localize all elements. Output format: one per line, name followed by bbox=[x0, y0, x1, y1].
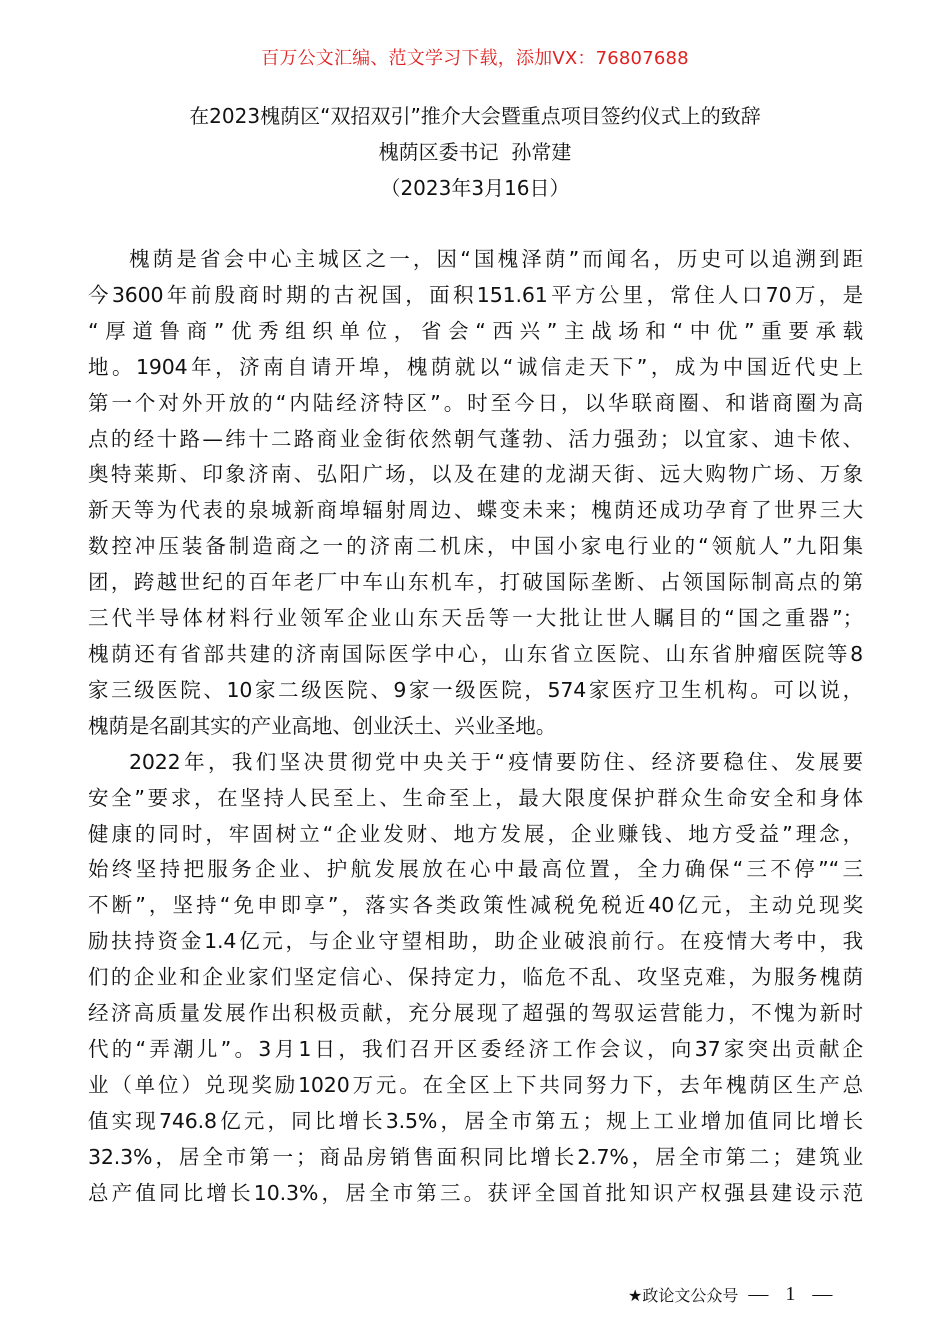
text-line: 槐荫还有省部共建的济南国际医学中心，山东省立医院、山东省肿瘤医院等8 bbox=[88, 641, 863, 666]
footer-source: ★政论文公众号 bbox=[628, 1286, 739, 1305]
text-line: 值实现746.8亿元，同比增长3.5%，居全市第五；规上工业增加值同比增长 bbox=[88, 1108, 863, 1133]
text-line: 总产值同比增长10.3%，居全市第三。获评全国首批知识产权强县建设示范 bbox=[88, 1180, 863, 1205]
text-line: 槐荫是省会中心主城区之一，因“国槐泽荫”而闻名，历史可以追溯到距 bbox=[129, 247, 863, 271]
text-line: 三代半导体材料行业领军企业山东天岳等一大批让世人瞩目的“国之重器”； bbox=[88, 606, 863, 631]
text-line: 健康的同时，牢固树立“企业发财、地方发展，企业赚钱、地方受益”理念， bbox=[88, 821, 863, 846]
text-line: 奥特莱斯、印象济南、弘阳广场，以及在建的龙湖天街、远大购物广场、万象 bbox=[88, 462, 863, 487]
text-line: 不断”，坚持“免申即享”，落实各类政策性减税免税近40亿元，主动兑现奖 bbox=[88, 893, 863, 918]
text-line: 励扶持资金1.4亿元，与企业守望相助，助企业破浪前行。在疫情大考中，我 bbox=[88, 929, 863, 954]
text-line: 家三级医院、10家二级医院、9家一级医院，574家医疗卫生机构。可以说， bbox=[88, 677, 863, 702]
page-number: — 1 — bbox=[748, 1283, 839, 1305]
text-line: 新天等为代表的泉城新商埠辐射周边、蝶变未来；槐荫还成功孕育了世界三大 bbox=[88, 498, 863, 523]
document-body bbox=[88, 242, 863, 1211]
text-line: 安全”要求，在坚持人民至上、生命至上，最大限度保护群众生命安全和身体 bbox=[88, 785, 863, 810]
document-header bbox=[0, 98, 950, 206]
text-line: 32.3%，居全市第一；商品房销售面积同比增长2.7%，居全市第二；建筑业 bbox=[88, 1144, 863, 1169]
page-footer bbox=[628, 1283, 838, 1306]
text-line: 始终坚持把服务企业、护航发展放在心中最高位置，全力确保“三不停”“三 bbox=[88, 857, 863, 882]
watermark-banner: 百万公文汇编、范文学习下载，添加VX：76807688 bbox=[261, 48, 689, 69]
text-line: 第一个对外开放的“内陆经济特区”。时至今日，以华联商圈、和谐商圈为高 bbox=[88, 390, 863, 415]
text-line: 们的企业和企业家们坚定信心、保持定力，临危不乱、攻坚克难，为服务槐荫 bbox=[88, 965, 863, 990]
text-line: “厚道鲁商”优秀组织单位，省会“西兴”主战场和“中优”重要承载 bbox=[88, 318, 863, 343]
document-title: 在2023槐荫区“双招双引”推介大会暨重点项目签约仪式上的致辞 bbox=[189, 104, 761, 128]
text-line: 数控冲压装备制造商之一的济南二机床，中国小家电行业的“领航人”九阳集 bbox=[88, 534, 863, 559]
paragraph-1 bbox=[88, 242, 863, 745]
paragraph-2 bbox=[88, 745, 863, 1212]
text-line: 业（单位）兑现奖励1020万元。在全区上下共同努力下，去年槐荫区生产总 bbox=[88, 1072, 863, 1097]
text-line: 2022年，我们坚决贯彻党中央关于“疫情要防住、经济要稳住、发展要 bbox=[129, 749, 863, 774]
text-line: 今3600年前殷商时期的古祝国，面积151.61平方公里，常住人口70万，是 bbox=[88, 282, 863, 307]
text-line: 经济高质量发展作出积极贡献，充分展现了超强的驾驭运营能力，不愧为新时 bbox=[88, 1001, 863, 1026]
text-line: 槐荫是名副其实的产业高地、创业沃土、兴业圣地。 bbox=[88, 713, 557, 738]
text-line: 团，跨越世纪的百年老厂中车山东机车，打破国际垄断、占领国际制高点的第 bbox=[88, 570, 863, 595]
text-line: 代的“弄潮儿”。3月1日，我们召开区委经济工作会议，向37家突出贡献企 bbox=[88, 1036, 863, 1061]
text-line: 地。1904年，济南自请开埠，槐荫就以“诚信走天下”，成为中国近代史上 bbox=[88, 354, 863, 379]
author-line: 槐荫区委书记 孙常建 bbox=[378, 140, 572, 164]
text-line: 点的经十路—纬十二路商业金街依然朝气蓬勃、活力强劲；以宜家、迪卡侬、 bbox=[88, 426, 863, 451]
date-line: （2023年3月16日） bbox=[380, 176, 570, 200]
